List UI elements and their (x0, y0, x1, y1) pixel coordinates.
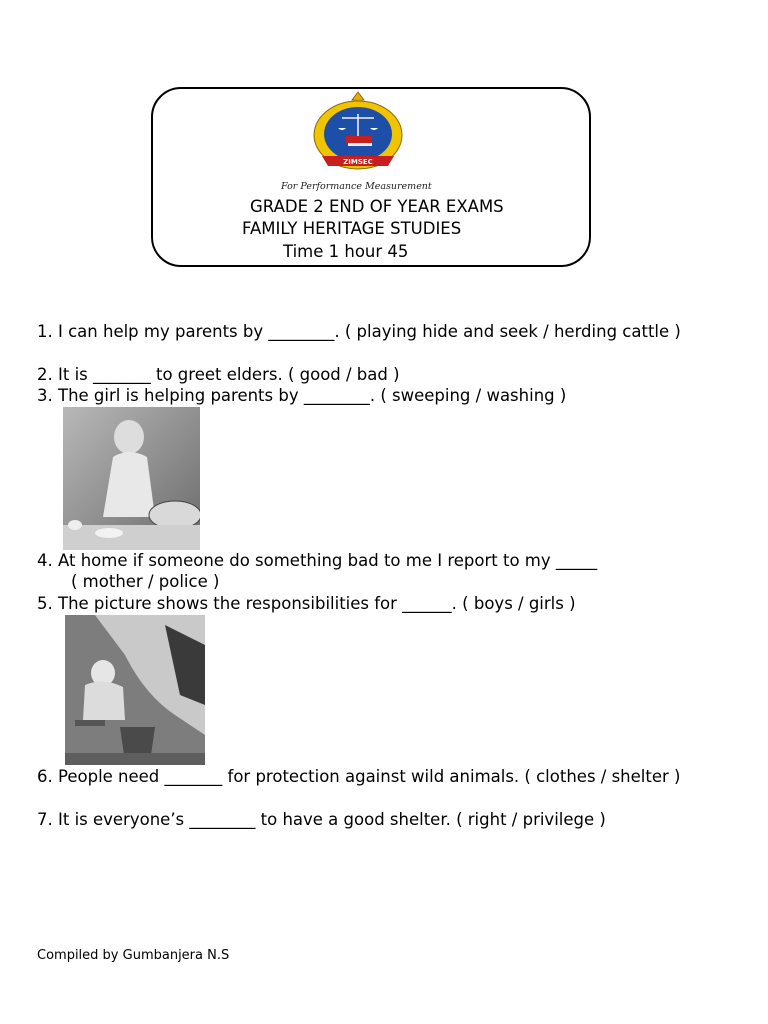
exam-title: GRADE 2 END OF YEAR EXAMS (250, 197, 504, 216)
question-2: 2. It is _______ to greet elders. ( good / bad ) (37, 365, 400, 384)
question-1: 1. I can help my parents by ________. ( playing hide and seek / herding cattle ) (37, 322, 681, 341)
exam-duration: Time 1 hour 45 (283, 242, 409, 261)
logo-text: ZIMSEC (343, 158, 373, 166)
question-3: 3. The girl is helping parents by ________. ( sweeping / washing ) (37, 386, 567, 405)
subject-title: FAMILY HERITAGE STUDIES (242, 219, 462, 238)
zimsec-logo (308, 90, 408, 172)
question-4: 4. At home if someone do something bad to me I report to my _____ (37, 551, 598, 570)
question-5: 5. The picture shows the responsibilities for ______. ( boys / girls ) (37, 594, 576, 613)
question-7: 7. It is everyone’s ________ to have a good shelter. ( right / privilege ) (37, 810, 606, 829)
question-6: 6. People need _______ for protection against wild animals. ( clothes / shelter ) (37, 767, 681, 786)
question-4-options: ( mother / police ) (71, 572, 220, 591)
boy-milking-cow-photo (65, 615, 205, 765)
logo-tagline: For Performance Measurement (281, 181, 432, 192)
girl-washing-photo (63, 407, 200, 550)
compiler-credit: Compiled by Gumbanjera N.S (37, 948, 230, 963)
